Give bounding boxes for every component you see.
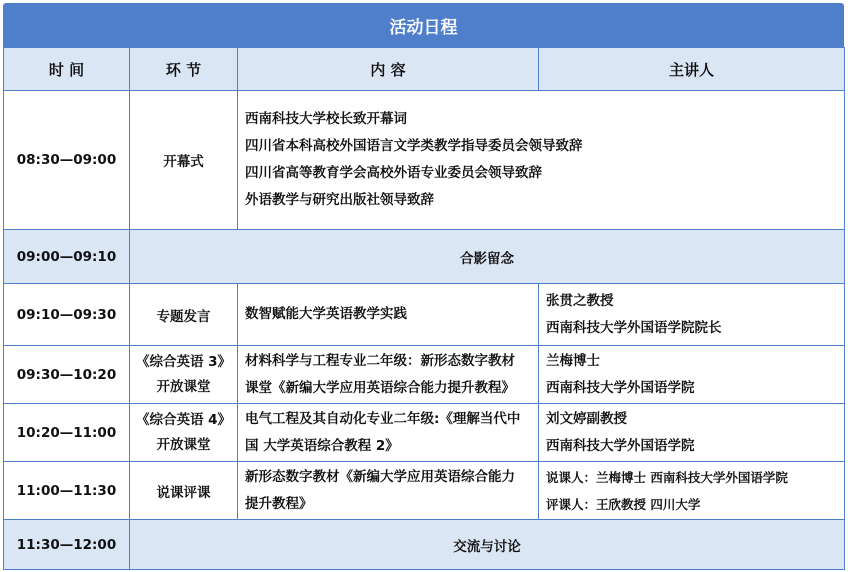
speaker-cell [539, 284, 845, 346]
content-line: 电气工程及其自动化专业二年级:《理解当代中 [245, 410, 521, 427]
content-line: 提升教程》 [245, 495, 313, 512]
time-cell: 08:30—09:00 [4, 91, 130, 230]
time-cell: 11:00—11:30 [4, 462, 130, 520]
segment-line: 开放课堂 [156, 436, 211, 453]
content-line: 四川省本科高校外国语言文学类教学指导委员会领导致辞 [245, 138, 583, 154]
segment-cell [130, 346, 238, 404]
schedule-title: 活动日程 [3, 3, 844, 47]
content-cell [238, 284, 539, 346]
speaker-cell [539, 346, 845, 404]
time-cell: 09:00—09:10 [4, 230, 130, 284]
content-line: 西南科技大学校长致开幕词 [245, 111, 407, 127]
segment-line: 说课评课 [156, 484, 211, 501]
content-line: 材料科学与工程专业二年级：新形态数字教材 [245, 352, 515, 369]
table-row [4, 230, 845, 284]
speaker-line: 评课人：王欣教授 四川大学 [546, 496, 701, 512]
speaker-cell [539, 462, 845, 520]
header-row [4, 48, 845, 91]
time-cell: 10:20—11:00 [4, 404, 130, 462]
segment-line: 《综合英语 3》 [135, 353, 232, 370]
table-row [4, 284, 845, 346]
time-cell: 11:30—12:00 [4, 520, 130, 570]
segment-line: 专题发言 [156, 308, 211, 325]
schedule-card [3, 3, 844, 568]
content-line: 新形态数字教材《新编大学应用英语综合能力 [245, 468, 515, 485]
segment-line: 开放课堂 [156, 378, 211, 395]
content-line: 数智赋能大学英语教学实践 [245, 306, 407, 322]
header-segment: 环 节 [130, 48, 238, 91]
table-row [4, 404, 845, 462]
segment-line: 开幕式 [163, 154, 204, 170]
content-cell [238, 91, 845, 230]
time-cell: 09:10—09:30 [4, 284, 130, 346]
table-row [4, 462, 845, 520]
speaker-line: 刘文婷副教授 [546, 410, 627, 427]
header-speaker: 主讲人 [539, 48, 845, 91]
speaker-line: 西南科技大学外国语学院院长 [546, 319, 722, 336]
speaker-line: 张贯之教授 [546, 292, 614, 309]
segment-cell [130, 91, 238, 230]
time-cell: 09:30—10:20 [4, 346, 130, 404]
content-line: 外语教学与研究出版社领导致辞 [245, 192, 434, 208]
speaker-line: 西南科技大学外国语学院 [546, 437, 695, 454]
header-time: 时 间 [4, 48, 130, 91]
speaker-cell [539, 404, 845, 462]
segment-line: 《综合英语 4》 [135, 411, 232, 428]
speaker-line: 西南科技大学外国语学院 [546, 379, 695, 396]
header-content: 内 容 [238, 48, 539, 91]
speaker-line: 兰梅博士 [546, 352, 600, 369]
content-cell [238, 462, 539, 520]
table-row [4, 520, 845, 570]
segment-cell [130, 462, 238, 520]
segment-cell [130, 404, 238, 462]
table-row [4, 346, 845, 404]
merged-cell: 合影留念 [130, 230, 845, 284]
content-cell [238, 346, 539, 404]
table-row [4, 91, 845, 230]
merged-cell: 交流与讨论 [130, 520, 845, 570]
content-line: 课堂《新编大学应用英语综合能力提升教程》 [245, 379, 515, 396]
content-line: 国 大学英语综合教程 2》 [245, 437, 399, 454]
segment-cell [130, 284, 238, 346]
speaker-line: 说课人：兰梅博士 西南科技大学外国语学院 [546, 469, 788, 485]
content-cell [238, 404, 539, 462]
content-line: 四川省高等教育学会高校外语专业委员会领导致辞 [245, 165, 542, 181]
schedule-table [3, 47, 845, 570]
